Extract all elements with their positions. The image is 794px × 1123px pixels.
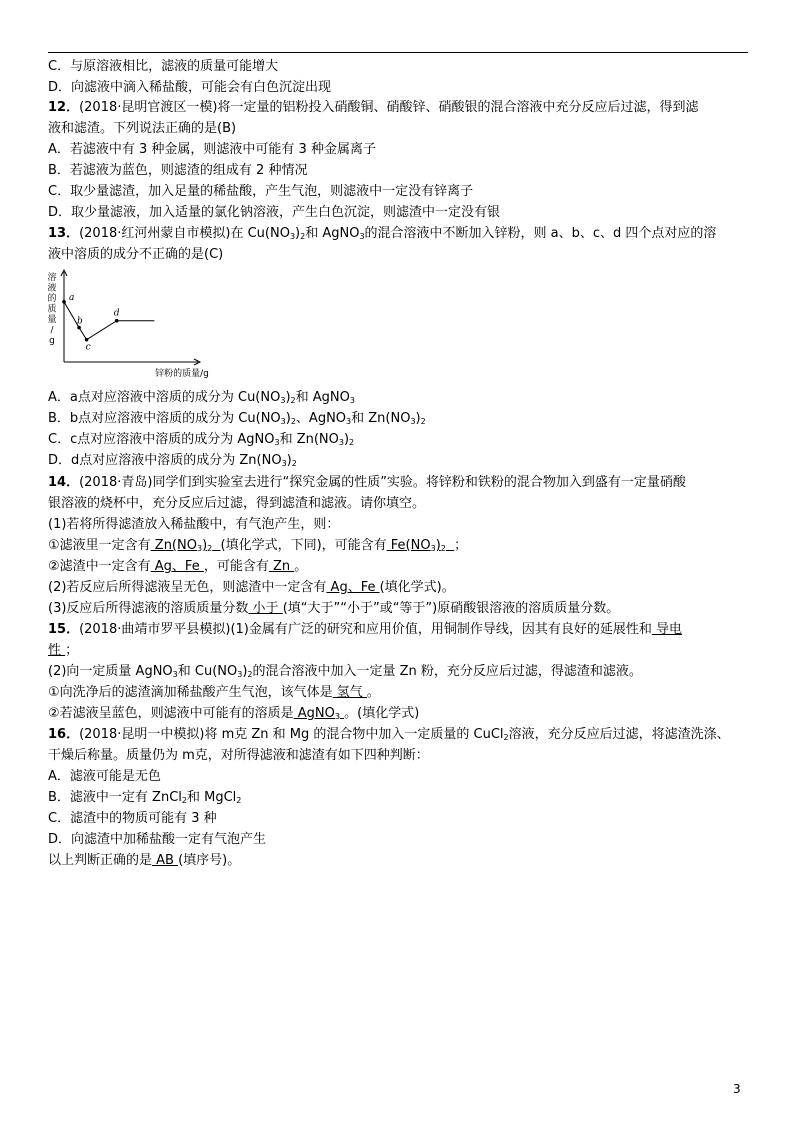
q16-answer: 以上判断正确的是 AB (填序号)。 — [48, 853, 241, 868]
option-c: C．与原溶液相比，滤液的质量可能增大 — [48, 59, 279, 74]
answer-blank: $Zn(NO_3)_2$ — [150, 538, 213, 553]
question-14: 14．(2018·青岛)同学们到实验室去进行“探究金属的性质”实验。将锌粉和铁粉的混合物加入到盛有一定量硝酸 — [48, 475, 686, 490]
y-axis-label-char: / — [50, 325, 54, 336]
page-number: 3 — [733, 1082, 741, 1096]
question-15: 15．(2018·曲靖市罗平县模拟)(1)金属有广泛的研究和应用价值，用铜制作导线，因其有良好的延展性和 导电 — [48, 622, 683, 637]
q12-option-c: C．取少量滤渣，加入足量的稀盐酸，产生气泡，则滤液中一定没有锌离子 — [48, 184, 474, 199]
q14-part-1a: ①滤液里一定含有 $Zn(NO_3)_2$ (填化学式，下同)，可能含有 $Fe(NO_3)_2$ ； — [48, 538, 468, 553]
q16-option-d: D．向滤渣中加稀盐酸一定有气泡产生 — [48, 832, 267, 847]
q15-part-2b: ②若滤液呈蓝色，则滤液中可能有的溶质是 AgNO$_3$ 。(填化学式) — [48, 706, 420, 721]
data-point-d — [115, 319, 119, 323]
q12-option-a: A．若滤液中有 3 种金属，则滤液中可能有 3 种金属离子 — [48, 142, 376, 157]
q12-option-b: B．若滤液为蓝色，则滤渣的组成有 2 种情况 — [48, 163, 308, 178]
answer-blank: 性 — [48, 643, 66, 658]
question-16: 16．(2018·昆明一中模拟)将 m克 Zn 和 Mg 的混合物中加入一定质量的 CuCl$_2$溶液，充分反应后过滤，将滤渣洗涤、 — [48, 727, 730, 742]
q15-part-2a: ①向洗净后的滤渣滴加稀盐酸产生气泡，该气体是 氢气 。 — [48, 685, 380, 700]
x-axis-label: 锌粉的质量/g — [155, 369, 209, 379]
answer-blank: AB — [152, 853, 179, 868]
chart-svg — [42, 270, 209, 382]
point-label-d: d — [113, 308, 120, 319]
data-point-a — [62, 300, 66, 304]
mass-chart — [42, 270, 209, 382]
q14-part-3: (3)反应后所得滤液的溶质质量分数 小于 (填“大于”“小于”或“等于”)原硝酸银溶液的溶质质量分数。 — [48, 601, 620, 616]
answer-blank: 导电 — [651, 622, 683, 637]
answer-blank: Zn — [268, 559, 295, 574]
q16-option-a: A．滤液可能是无色 — [48, 769, 161, 784]
q15-part-2: (2)向一定质量 AgNO$_3$和 $Cu(NO_3)_2$的混合溶液中加入一定量 Zn 粉，充分反应后过滤，得滤渣和滤液。 — [48, 664, 642, 679]
answer-blank: 小于 — [248, 601, 283, 616]
header-rule — [48, 52, 748, 53]
q13-option-d: D．d点对应溶液中溶质的成分为 $Zn(NO_3)_2$ — [48, 453, 297, 468]
answer-blank: Ag、Fe — [326, 580, 380, 595]
point-label-c: c — [85, 342, 91, 353]
question-12-cont: 液和滤渣。下列说法正确的是(B) — [48, 121, 237, 136]
data-point-c — [85, 338, 89, 342]
question-15-cont: 性 ； — [48, 643, 79, 658]
q14-part-2: (2)若反应后所得滤液呈无色，则滤渣中一定含有 Ag、Fe (填化学式)。 — [48, 580, 455, 595]
point-label-a: a — [69, 292, 75, 303]
y-axis-label-char: 质 — [47, 304, 57, 315]
q12-option-d: D．取少量滤液，加入适量的氯化钠溶液，产生白色沉淀，则滤渣中一定没有银 — [48, 205, 501, 220]
y-axis-label-char: g — [49, 336, 55, 346]
y-axis-label-char: 液 — [47, 283, 57, 294]
q14-part-1b: ②滤渣中一定含有 Ag、Fe ，可能含有 Zn 。 — [48, 559, 308, 574]
question-14-cont: 银溶液的烧杯中，充分反应后过滤，得到滤渣和滤液。请你填空。 — [48, 496, 426, 511]
q13-option-b: B．b点对应溶液中溶质的成分为 $Cu(NO_3)_2$、AgNO$_3$和 $Zn(NO_3)_2$ — [48, 411, 426, 426]
answer-blank: AgNO$_3$ — [293, 706, 340, 721]
answer-blank: 氢气 — [332, 685, 367, 700]
y-axis-label-char: 溶 — [47, 273, 57, 283]
q14-part-1: (1)若将所得滤渣放入稀盐酸中，有气泡产生，则： — [48, 517, 340, 532]
y-axis-label-char: 量 — [47, 315, 57, 325]
question-13: 13．(2018·红河州蒙自市模拟)在 $Cu(NO_3)_2$和 AgNO$_3$的混合溶液中不断加入锌粉，则 a、b、c、d 四个点对应的溶 — [48, 226, 717, 241]
question-12: 12．(2018·昆明官渡区一模)将一定量的铝粉投入硝酸铜、硝酸锌、硝酸银的混合溶液中充分反应后过滤，得到滤 — [48, 100, 699, 115]
option-d: D．向滤液中滴入稀盐酸，可能会有白色沉淀出现 — [48, 80, 332, 95]
q13-option-c: C．c点对应溶液中溶质的成分为 AgNO$_3$和 $Zn(NO_3)_2$ — [48, 432, 355, 447]
q16-option-c: C．滤渣中的物质可能有 3 种 — [48, 811, 217, 826]
q16-option-b: B．滤液中一定有 ZnCl$_2$和 MgCl$_2$ — [48, 790, 242, 805]
question-13-cont: 液中溶质的成分不正确的是(C) — [48, 247, 224, 262]
question-16-cont: 干燥后称量。质量仍为 m克，对所得滤液和滤渣有如下四种判断： — [48, 748, 429, 763]
point-label-b: b — [77, 316, 83, 327]
y-axis-label-char: 的 — [47, 294, 57, 304]
q13-option-a: A．a点对应溶液中溶质的成分为 $Cu(NO_3)_2$和 AgNO$_3$ — [48, 390, 355, 405]
answer-blank: Ag、Fe — [150, 559, 204, 574]
answer-blank: $Fe(NO_3)_2$ — [386, 538, 446, 553]
